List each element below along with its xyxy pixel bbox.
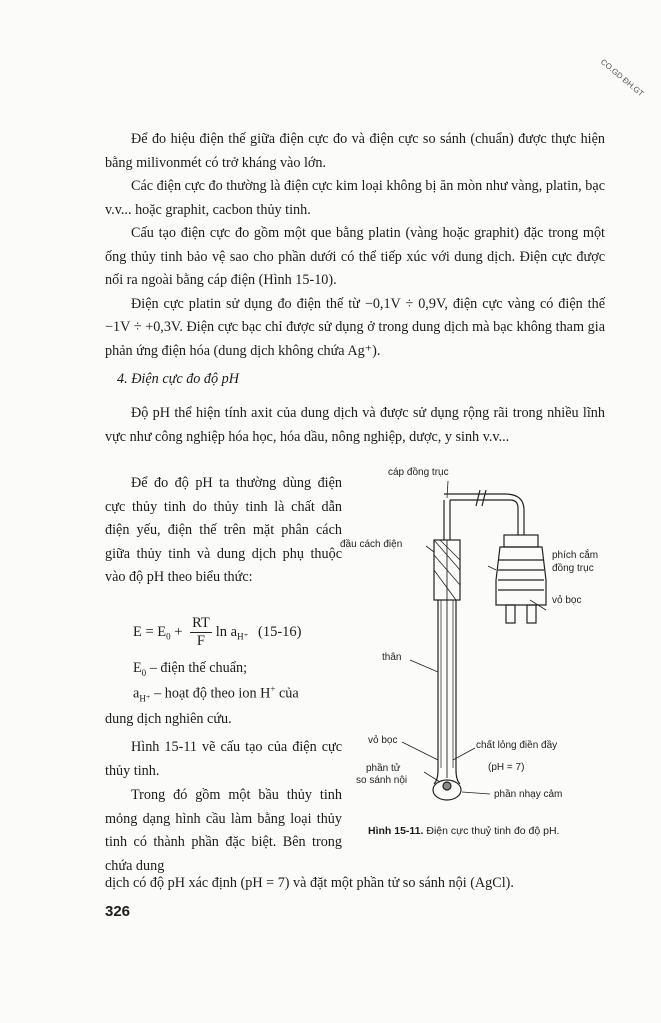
def-e0-sub: 0	[141, 667, 147, 678]
label-coax-plug-2: đồng trục	[552, 563, 594, 574]
def-a-text: – hoạt độ theo ion H	[150, 685, 271, 702]
paragraph-2: Các điện cực đo thường là điện cực kim loại không bị ăn mòn như vàng, platin, bạc v.v... hoặc graphit, cacbon thủy tinh.	[105, 178, 605, 218]
glass-electrode-figure	[340, 460, 630, 850]
def-a-symbol: a	[133, 685, 140, 702]
page-number: 326	[105, 903, 131, 920]
section-heading-block	[105, 368, 605, 392]
def-e0-symbol: E	[133, 660, 142, 676]
paragraph-1: Để đo hiệu điện thế giữa điện cực đo và điện cực so sánh (chuẩn) được thực hiện bằng milivonmét có trở kháng vào lớn.	[105, 131, 605, 171]
paragraph-3: Cấu tạo điện cực đo gồm một que bằng platin (vàng hoặc graphit) đặc trong một ống thủy tinh bảo vệ sao cho phần dưới có thể tiếp xúc với dung dịch. Điện cực được nối ra ngoài bằng cáp điện (Hình 15-10).	[105, 225, 605, 288]
label-coax-cable: cáp đồng trục	[388, 467, 449, 478]
label-body: thân	[382, 652, 402, 663]
paragraph-structure: Trong đó gồm một bầu thủy tinh mỏng dạng hình cầu làm bằng loại thủy tinh có thành phần đặc biệt. Bên trong chứa dung	[105, 787, 342, 874]
formula-ln: ln a	[215, 623, 238, 640]
formula-denominator: F	[196, 633, 205, 649]
label-ref-element-2: so sánh nội	[356, 775, 408, 786]
definition-e0	[133, 660, 247, 678]
corner-stamp: CO.GD ĐH.GT	[598, 57, 646, 99]
figure-caption	[368, 825, 559, 837]
formula-ln-sub: H⁺	[237, 631, 249, 642]
paragraph-fig: Hình 15-11 vẽ cấu tạo của điện cực thủy tinh.	[105, 739, 342, 779]
label-fill-liquid-1: chất lỏng điền đầy	[476, 740, 558, 751]
formula-plus: +	[170, 623, 187, 640]
section-heading: 4. Điện cực đo độ pH	[117, 371, 240, 387]
definition-a	[133, 684, 299, 705]
label-sheath-right: vỏ bọc	[552, 595, 582, 606]
formula-lhs-sub: 0	[166, 631, 171, 642]
formula-fraction	[190, 615, 212, 650]
paragraph-glass: Để đo độ pH ta thường dùng điện cực thủy tinh do thủy tinh là chất dẫn điện yếu, điện thế trên mặt phân cách giữa thủy tinh và dung dịch phụ thuộc vào độ pH theo biểu thức:	[105, 475, 342, 585]
figure-reference-block	[105, 736, 342, 783]
paragraph-ph: Độ pH thể hiện tính axit của dung dịch và được sử dụng rộng rãi trong nhiều lĩnh vực như công nghiệp hóa học, hóa dầu, nông nghiệp, dược, y sinh v.v...	[105, 405, 605, 445]
top-text-block	[105, 128, 605, 363]
label-fill-liquid-2: (pH = 7)	[488, 762, 525, 773]
def-a-tail: của	[275, 685, 299, 702]
definition-a-continued: dung dịch nghiên cứu.	[105, 711, 232, 727]
caption-label: Hình 15-11.	[368, 825, 424, 837]
glass-electrode-paragraph-block	[105, 472, 342, 590]
label-ref-element-1: phần tử	[366, 763, 401, 774]
ph-intro-block	[105, 402, 605, 449]
def-e0-text: – điện thế chuẩn;	[146, 660, 248, 676]
label-coax-plug-1: phích cắm	[552, 550, 599, 561]
label-sensitive-part: phần nhạy cảm	[494, 789, 563, 800]
caption-text: Điện cực thuỷ tinh đo độ pH.	[423, 825, 560, 837]
label-insulated-head: đầu cách điện	[340, 539, 403, 550]
formula-number: (15-16)	[257, 623, 302, 640]
structure-paragraph-block	[105, 784, 342, 878]
formula-15-16	[133, 615, 301, 650]
def-a-sup: +	[270, 684, 276, 694]
last-line: dịch có độ pH xác định (pH = 7) và đặt một phần tử so sánh nội (AgCl).	[105, 875, 514, 891]
def-a-sub: H⁺	[139, 693, 151, 704]
label-sheath-left: vỏ bọc	[368, 735, 398, 746]
formula-numerator: RT	[192, 615, 210, 631]
formula-lhs: E = E	[133, 623, 167, 640]
paragraph-4: Điện cực platin sử dụng đo điện thế từ −0,1V ÷ 0,9V, điện cực vàng có điện thế −1V ÷ +0,3V. Điện cực bạc chỉ được sử dụng ở trong dung dịch mà bạc không tham gia phản ứng điện hóa (dung dịch không chứa Ag⁺).	[105, 295, 605, 359]
